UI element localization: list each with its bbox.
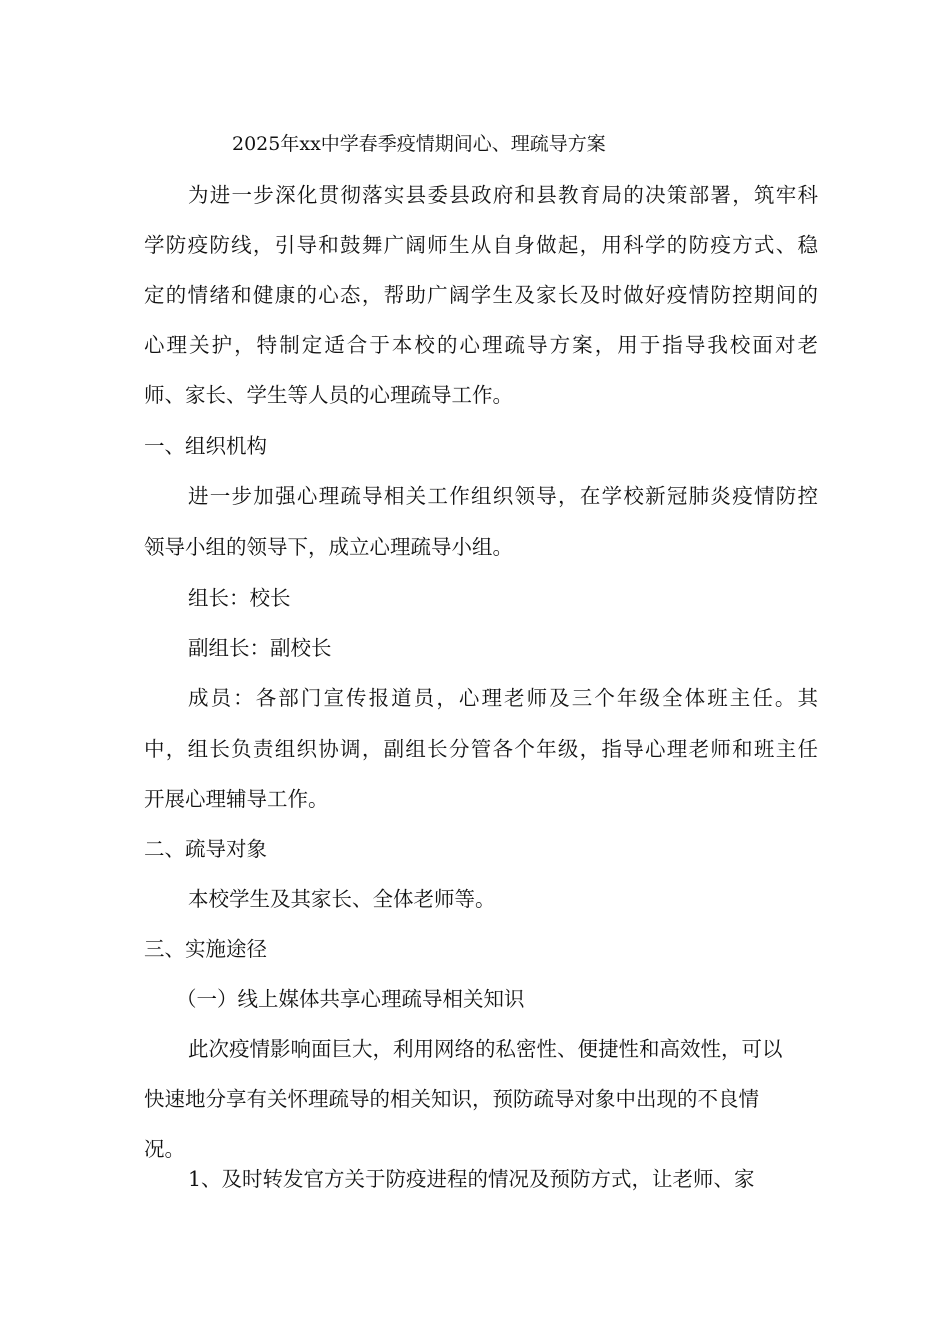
subsection-heading: （一）线上媒体共享心理疏导相关知识	[176, 987, 525, 1011]
paragraph-line: 快速地分享有关怀理疏导的相关知识，预防疏导对象中出现的不良情	[144, 1087, 759, 1111]
paragraph-line: 况。	[144, 1137, 185, 1161]
paragraph-line: 进一步加强心理疏导相关工作组织领导，在学校新冠肺炎疫情防控	[188, 484, 818, 508]
deputy-leader-line: 副组长：副校长	[188, 636, 332, 660]
paragraph-line: 心理关护，特制定适合于本校的心理疏导方案，用于指导我校面对老	[144, 333, 818, 357]
section-heading: 三、实施途径	[144, 937, 267, 961]
page-title: 2025年xx中学春季疫情期间心、理疏导方案	[232, 133, 606, 155]
paragraph-line: 开展心理辅导工作。	[144, 787, 329, 811]
paragraph-line: 师、家长、学生等人员的心理疏导工作。	[144, 383, 513, 407]
paragraph-line: 此次疫情影响面巨大，利用网络的私密性、便捷性和高效性，可以	[188, 1037, 783, 1061]
paragraph-line: 定的情绪和健康的心态，帮助广阔学生及家长及时做好疫情防控期间的	[144, 283, 818, 307]
list-item-line: 1、及时转发官方关于防疫进程的情况及预防方式，让老师、家	[188, 1167, 755, 1191]
paragraph-line: 领导小组的领导下，成立心理疏导小组。	[144, 535, 513, 559]
section-heading: 一、组织机构	[144, 434, 267, 458]
paragraph-line: 本校学生及其家长、全体老师等。	[188, 887, 496, 911]
paragraph-line: 中，组长负责组织协调，副组长分管各个年级，指导心理老师和班主任	[144, 737, 818, 761]
paragraph-line: 为进一步深化贯彻落实县委县政府和县教育局的决策部署，筑牢科	[188, 183, 818, 207]
paragraph-line: 学防疫防线，引导和鼓舞广阔师生从自身做起，用科学的防疫方式、稳	[144, 233, 818, 257]
paragraph-line: 成员：各部门宣传报道员，心理老师及三个年级全体班主任。其	[188, 686, 818, 710]
section-heading: 二、疏导对象	[144, 837, 267, 861]
leader-line: 组长：校长	[188, 586, 291, 610]
